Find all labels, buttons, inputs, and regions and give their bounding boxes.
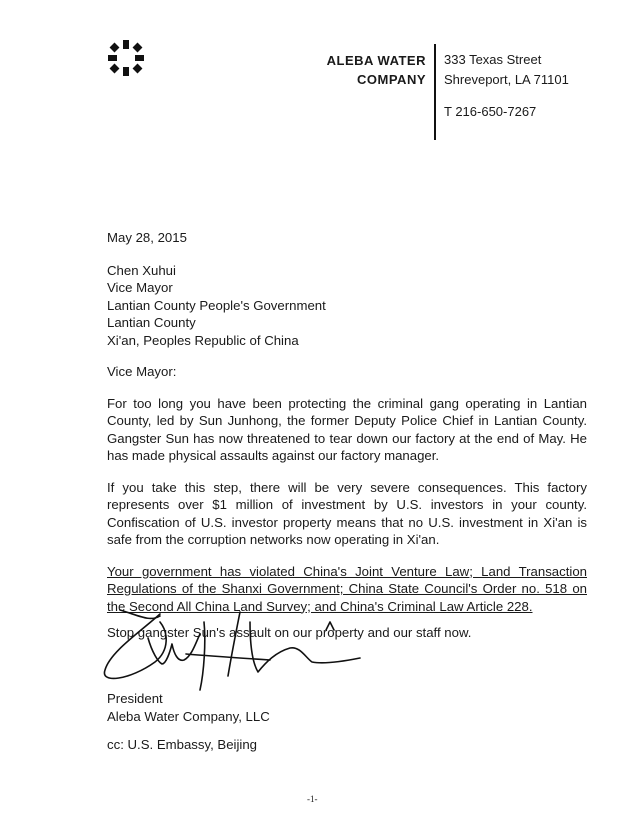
company-name bbox=[327, 51, 426, 89]
closing-block bbox=[107, 690, 270, 726]
address-city: Shreveport, LA 71101 bbox=[444, 72, 569, 87]
letter-body bbox=[107, 229, 587, 642]
recipient-line: Lantian County bbox=[107, 315, 196, 330]
recipient-line: Lantian County People's Government bbox=[107, 297, 326, 313]
paragraph-2: If you take this step, there will be very severe consequences. This factory represents over $1 million of investment by U.S. investors in your county. Confiscation of U.S. investor property means that no U.S. investment in Xi'an is safe from the corruption networks now operating in Xi'an. bbox=[107, 479, 587, 547]
company-name-line1: ALEBA WATER bbox=[326, 53, 426, 68]
closing-company: Aleba Water Company, LLC bbox=[107, 709, 270, 724]
closing-title: President bbox=[107, 691, 163, 706]
recipient-line: Xi'an, Peoples Republic of China bbox=[107, 332, 299, 348]
paragraph-1: For too long you have been protecting the criminal gang operating in Lantian County, led by Sun Junhong, the former Deputy Police Chief in Lantian County. Gangster Sun has now threatened to tear down our factory at the end of May. He has made physical assaults against our factory manager. bbox=[107, 395, 587, 463]
recipient-line: Chen Xuhui bbox=[107, 262, 176, 278]
signature bbox=[100, 592, 400, 702]
letter-date: May 28, 2015 bbox=[107, 230, 187, 245]
address-street: 333 Texas Street bbox=[444, 52, 542, 67]
salutation: Vice Mayor: bbox=[107, 364, 177, 379]
company-logo-icon bbox=[108, 40, 144, 76]
address-phone: T 216-650-7267 bbox=[444, 104, 537, 119]
company-address bbox=[444, 50, 569, 122]
recipient-block bbox=[107, 262, 587, 350]
header-divider bbox=[434, 44, 436, 140]
recipient-line: Vice Mayor bbox=[107, 280, 173, 295]
page-number: -1- bbox=[307, 794, 318, 804]
company-name-line2: COMPANY bbox=[357, 72, 426, 87]
paragraph-4: Stop gangster Sun's assault on our property and our staff now. bbox=[107, 625, 472, 640]
cc-line: cc: U.S. Embassy, Beijing bbox=[107, 737, 257, 752]
paragraph-3: Your government has violated China's Joint Venture Law; Land Transaction Regulations of the Shanxi Government; China State Council's Order no. 518 on the Second All China Land Survey; and China's Criminal Law Article 228. bbox=[107, 563, 587, 614]
